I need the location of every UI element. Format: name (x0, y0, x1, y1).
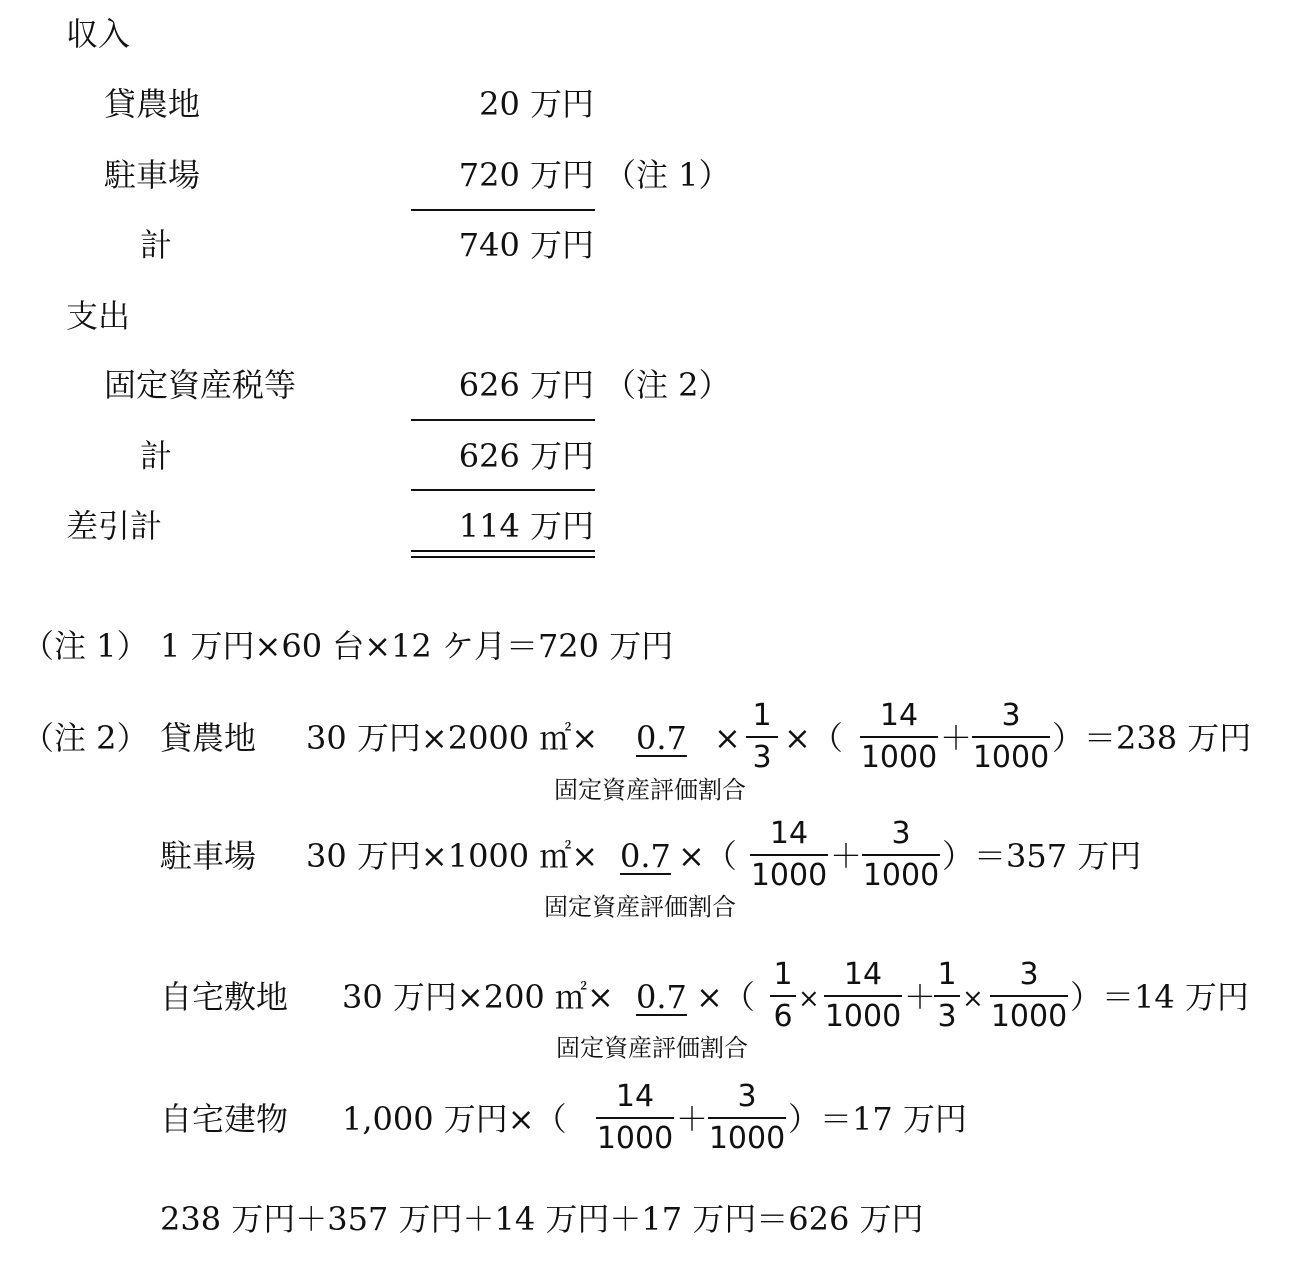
rate-caption: 固定資産評価割合 (544, 893, 736, 921)
calc-result: ）＝14 万円 (1070, 978, 1249, 1016)
calc-label: 駐車場 (160, 837, 257, 875)
subtotal-rule (411, 419, 595, 421)
rate-caption: 固定資産評価割合 (556, 1034, 748, 1062)
calc-op: ＋ (830, 837, 863, 875)
fraction: 1 3 (744, 696, 780, 778)
rate-value: 0.7 (620, 837, 671, 875)
fraction: 14 1000 (596, 1079, 674, 1156)
expense-total: 626 万円 (458, 437, 594, 475)
calc-pre: 30 万円×1000 ㎡× (306, 837, 599, 875)
calc-pre: 30 万円×200 ㎡× (342, 978, 614, 1016)
calc-result: ）＝238 万円 (1052, 719, 1252, 757)
row-note: （注 2） (604, 366, 731, 404)
calc-op: × (714, 719, 741, 757)
note2-label: （注 2） (22, 719, 149, 757)
rate-value: 0.7 (636, 719, 687, 757)
net-label: 差引計 (66, 507, 163, 545)
calc-op: ×（ (784, 719, 843, 757)
double-rule (411, 550, 595, 558)
sum-line: 238 万円＋357 万円＋14 万円＋17 万円＝626 万円 (160, 1200, 924, 1238)
expense-header: 支出 (66, 297, 131, 335)
calc-op: ×（ (678, 837, 737, 875)
net-total: 114 万円 (458, 507, 594, 545)
fraction: 3 1000 (708, 1079, 786, 1156)
fraction: 1 3 (932, 955, 962, 1037)
note1-text: 1 万円×60 台×12 ケ月＝720 万円 (160, 627, 674, 665)
fraction: 3 1000 (990, 957, 1068, 1034)
rate-caption: 固定資産評価割合 (554, 776, 746, 804)
calc-op: × (962, 984, 984, 1014)
fraction: 3 1000 (862, 816, 940, 893)
row-amount: 20 万円 (479, 85, 594, 123)
row-label: 貸農地 (104, 85, 201, 123)
subtotal-rule (411, 209, 595, 211)
calc-result: ）＝17 万円 (788, 1100, 967, 1138)
calc-op: × (798, 984, 820, 1014)
calc-op: ×（ (696, 978, 755, 1016)
row-label: 駐車場 (104, 156, 201, 194)
income-total-label: 計 (140, 226, 173, 264)
fraction: 3 1000 (972, 698, 1050, 775)
calc-op: ＋ (940, 719, 973, 757)
fraction: 14 1000 (824, 957, 902, 1034)
calc-label: 自宅敷地 (160, 978, 289, 1016)
fraction: 1 6 (768, 955, 798, 1037)
calc-result: ）＝357 万円 (942, 837, 1142, 875)
income-header: 収入 (66, 15, 131, 53)
note1-label: （注 1） (22, 627, 149, 665)
fraction: 14 1000 (750, 816, 828, 893)
row-label: 固定資産税等 (104, 366, 297, 404)
calc-op: ＋ (904, 978, 937, 1016)
calc-op: ＋ (676, 1100, 709, 1138)
calc-label: 貸農地 (160, 719, 257, 757)
fraction: 14 1000 (860, 698, 938, 775)
row-amount: 720 万円 (458, 156, 594, 194)
calc-label: 自宅建物 (160, 1100, 289, 1138)
income-total: 740 万円 (458, 226, 594, 264)
rate-value: 0.7 (636, 978, 687, 1016)
row-note: （注 1） (604, 156, 731, 194)
calc-pre: 30 万円×2000 ㎡× (306, 719, 599, 757)
row-amount: 626 万円 (458, 366, 594, 404)
calc-pre: 1,000 万円×（ (342, 1100, 567, 1138)
expense-total-label: 計 (140, 437, 173, 475)
net-rule (411, 489, 595, 491)
